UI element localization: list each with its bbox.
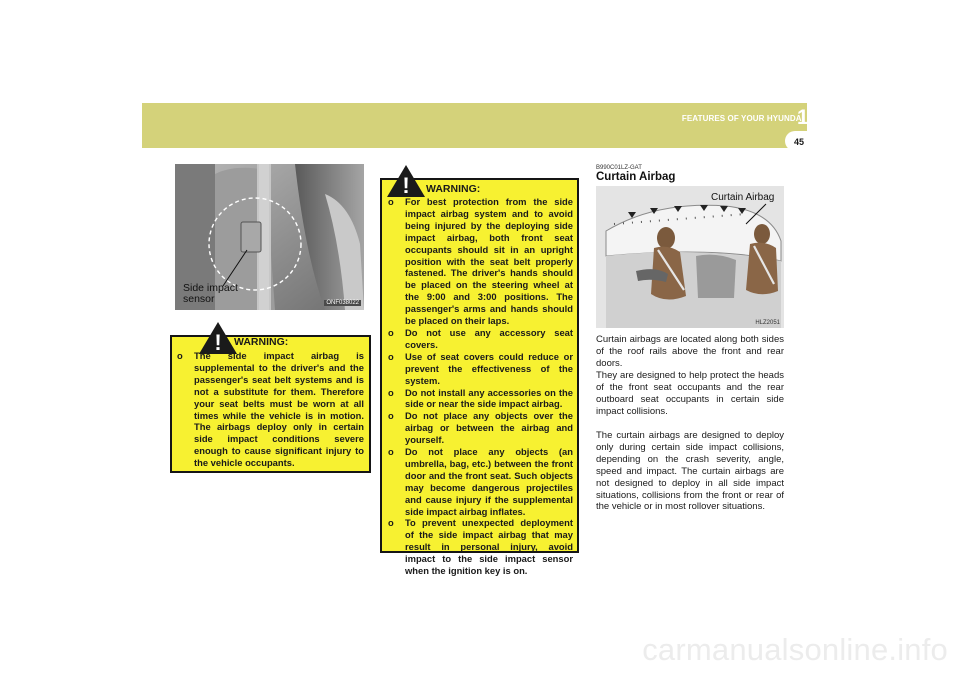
bullet-mark: o	[388, 350, 394, 362]
warning2-item	[388, 327, 573, 351]
warning1-item	[177, 350, 364, 469]
section-title: Curtain Airbag	[596, 171, 676, 183]
warning2-item	[388, 387, 573, 411]
bullet-mark: o	[388, 386, 394, 398]
bullet-mark: o	[177, 350, 183, 361]
warning2-item	[388, 351, 573, 387]
warning2-item-text: Do not place any objects over the airbag or between the airbag and yourself.	[405, 410, 573, 446]
svg-text:!: !	[214, 330, 222, 355]
car-interior-illustration	[596, 186, 784, 328]
bullet-mark: o	[388, 517, 394, 529]
sensor-callout-line2: sensor	[183, 293, 215, 305]
svg-text:!: !	[402, 173, 410, 198]
warning-box-side-airbag	[170, 330, 371, 473]
warning2-item	[388, 517, 573, 577]
side-impact-sensor-photo	[175, 164, 364, 310]
warning2-item	[388, 196, 573, 327]
watermark: carmanualsonline.info	[642, 632, 948, 667]
bullet-mark: o	[388, 446, 394, 458]
warning2-item	[388, 410, 573, 446]
page-number: 45	[794, 137, 805, 147]
warning2-item-text: Do not install any accessories on the side or near the side impact airbag.	[405, 386, 573, 410]
section-code: B990C01LZ-GAT	[596, 165, 642, 171]
warning2-item-text: To prevent unexpected deployment of the side impact airbag that may result in personal injury, avoid impact to the side impact sensor when the ignition key is on.	[405, 517, 573, 577]
bullet-mark: o	[388, 410, 394, 422]
body-paragraph-1: Curtain airbags are located along both sides of the roof rails above the front and rear doors.	[596, 334, 784, 369]
warning2-item	[388, 446, 573, 517]
body-paragraph-3: The curtain airbags are designed to deploy only during certain side impact collisions, depending on the crash severity, angle, speed and impact. The curtain airbags are not designed to deploy in all side impact situations, collisions from the front or rear of the vehicle or in most rollover situations.	[596, 430, 784, 513]
bullet-mark: o	[388, 326, 394, 338]
header-band	[142, 103, 807, 148]
warning-title: WARNING:	[426, 183, 481, 195]
sensor-callout	[183, 283, 238, 305]
warning2-item-text: Do not use any accessory seat covers.	[405, 326, 573, 350]
curtain-airbag-figure	[596, 186, 784, 328]
body-paragraph-2: They are designed to help protect the heads of the front seat occupants and the rear outboard seat occupants in certain side impact collisions.	[596, 370, 784, 417]
warning-title: WARNING:	[234, 336, 289, 348]
chapter-title: FEATURES OF YOUR HYUNDAI	[681, 114, 804, 123]
warning1-list	[177, 350, 364, 469]
photo-code: ONF038022	[326, 300, 359, 306]
warning1-item-text: The side impact airbag is supplemental to the driver's and the passenger's seat belt systems and is not a substitute for them. Therefore your seat belts must be worn at all times while the vehicle is in motion. The airbags deploy only in certain side impact conditions severe enough to cause significant injury to the vehicle occupants.	[194, 350, 364, 469]
warning2-item-text: For best protection from the side impact airbag system and to avoid being injured by the deploying side impact airbag, both front seat occupants should sit in an upright position with the seat belt properly fastened. The driver's hands should be placed on the steering wheel at the 9:00 and 3:00 positions. The passenger's arms and hands should be placed on their laps.	[405, 196, 573, 327]
sensor-callout-line1: Side impact	[183, 282, 238, 294]
warning-icon	[386, 164, 426, 198]
warning2-item-text: Do not place any objects (an umbrella, bag, etc.) between the front door and the front seat. Such objects may become dangerous projectiles and cause injury if the supplemental side impact airbag inflates.	[405, 446, 573, 517]
chapter-number: 1	[797, 106, 809, 129]
bullet-mark: o	[388, 196, 394, 207]
warning-box-protection	[380, 173, 579, 577]
figure-code: HLZ2051	[755, 320, 780, 326]
curtain-airbag-callout: Curtain Airbag	[711, 192, 775, 203]
warning2-item-text: Use of seat covers could reduce or prevent the effectiveness of the system.	[405, 350, 573, 386]
warning2-list	[388, 196, 573, 577]
